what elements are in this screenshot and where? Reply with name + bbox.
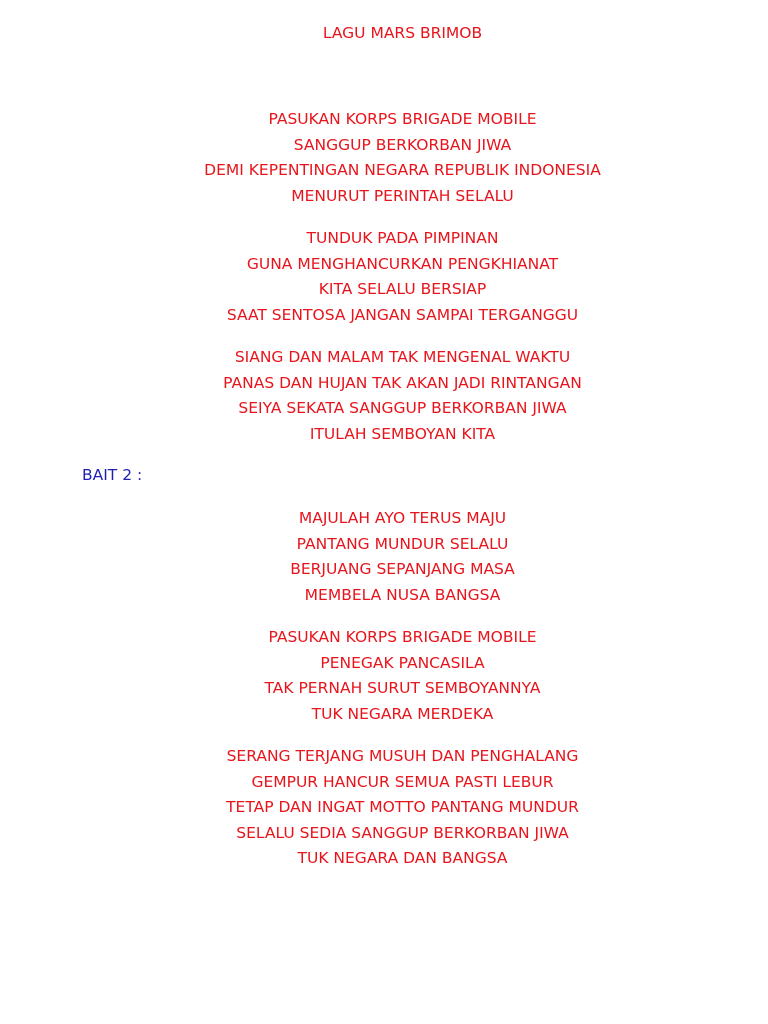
lyric-line: TUK NEGARA MERDEKA	[311, 704, 494, 723]
lyric-line: TUNDUK PADA PIMPINAN	[306, 229, 499, 247]
lyric-line: PENEGAK PANCASILA	[320, 653, 485, 672]
lyric-line: SIANG DAN MALAM TAK MENGENAL WAKTU	[234, 348, 571, 366]
lyric-line: SANGGUP BERKORBAN JIWA	[293, 135, 512, 154]
stanza	[0, 107, 768, 209]
lyric-line: PASUKAN KORPS BRIGADE MOBILE	[268, 110, 537, 128]
lyric-line: MAJULAH AYO TERUS MAJU	[298, 509, 507, 527]
lyric-line: PANAS DAN HUJAN TAK AKAN JADI RINTANGAN	[223, 373, 582, 392]
verse-2	[0, 506, 768, 889]
lyric-line: SEIYA SEKATA SANGGUP BERKORBAN JIWA	[238, 399, 567, 417]
lyric-line: DEMI KEPENTINGAN NEGARA REPUBLIK INDONESIA	[204, 161, 601, 179]
stanza	[0, 744, 768, 872]
lyric-line: KITA SELALU BERSIAP	[318, 280, 487, 298]
lyric-line: GEMPUR HANCUR SEMUA PASTI LEBUR	[251, 772, 554, 791]
stanza	[0, 506, 768, 608]
song-title: LAGU MARS BRIMOB	[322, 24, 483, 42]
lyric-line: TUK NEGARA DAN BANGSA	[297, 849, 508, 867]
lyric-line: SELALU SEDIA SANGGUP BERKORBAN JIWA	[236, 823, 569, 842]
lyric-line: TETAP DAN INGAT MOTTO PANTANG MUNDUR	[226, 798, 579, 816]
lyric-line: SERANG TERJANG MUSUH DAN PENGHALANG	[226, 747, 579, 765]
lyric-line: TAK PERNAH SURUT SEMBOYANNYA	[264, 679, 541, 697]
lyric-line: SAAT SENTOSA JANGAN SAMPAI TERGANGGU	[226, 305, 579, 324]
stanza	[0, 625, 768, 727]
stanza	[0, 345, 768, 447]
lyric-line: PANTANG MUNDUR SELALU	[296, 534, 509, 553]
lyric-line: MENURUT PERINTAH SELALU	[291, 186, 514, 205]
lyric-line: PASUKAN KORPS BRIGADE MOBILE	[268, 628, 537, 646]
lyric-line: MEMBELA NUSA BANGSA	[304, 585, 501, 604]
lyric-line: GUNA MENGHANCURKAN PENGKHIANAT	[246, 254, 559, 273]
lyric-line: ITULAH SEMBOYAN KITA	[309, 424, 496, 443]
lyric-line: BERJUANG SEPANJANG MASA	[290, 560, 515, 578]
verse-1	[0, 107, 768, 464]
verse-2-label: BAIT 2 :	[82, 466, 143, 484]
stanza	[0, 226, 768, 328]
